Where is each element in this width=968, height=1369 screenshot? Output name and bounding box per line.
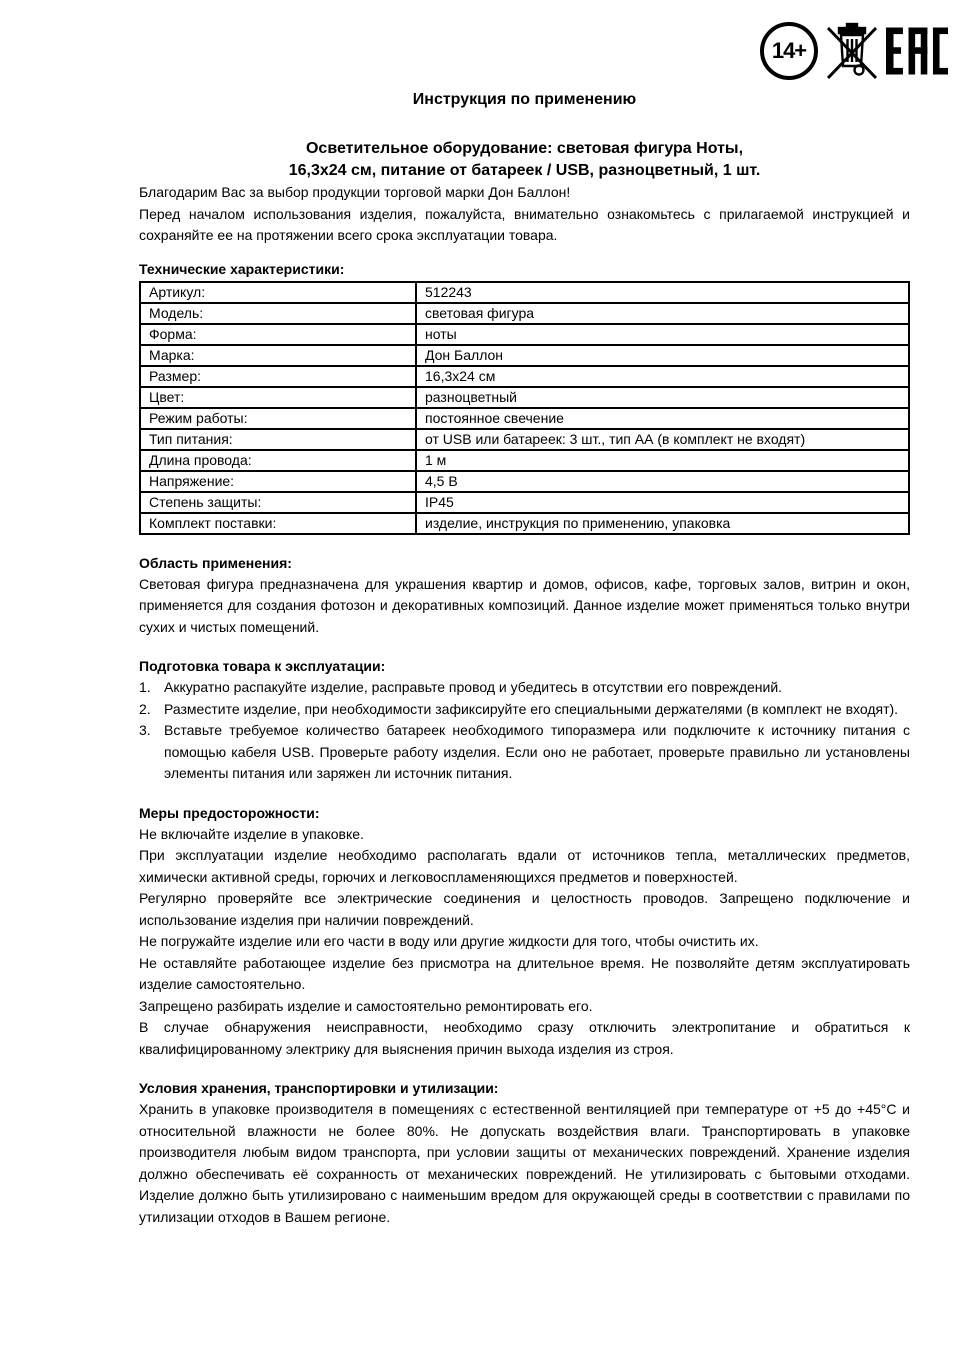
list-item — [139, 699, 910, 721]
spec-value: 16,3х24 см — [416, 366, 909, 387]
precaution-paragraph: Не погружайте изделие или его части в воду или другие жидкости для того, чтобы очистить их. — [139, 933, 759, 949]
spec-value: IP45 — [416, 492, 909, 513]
spec-label: Комплект поставки: — [140, 513, 416, 534]
preparation-heading: Подготовка товара к эксплуатации: — [139, 658, 386, 674]
application-heading: Область применения: — [139, 554, 292, 571]
list-item-text: Вставьте требуемое количество батареек необходимого типоразмера или подключите к источнику питания с помощью кабеля USB. Проверьте работу изделия. Если оно не работает, проверьте правильно ли установлены элементы питания или заряжен ли источник питания. — [164, 722, 910, 781]
list-item-number: 3. — [139, 722, 151, 738]
spec-label: Размер: — [140, 366, 416, 387]
application-paragraph: Световая фигура предназначена для украшения квартир и домов, офисов, кафе, торговых залов, витрин и окон, применяется для создания фотозон и декоративных композиций. Данное изделие может применяться только внутри сухих и чистых помещений. — [139, 575, 910, 635]
spec-value: изделие, инструкция по применению, упаковка — [416, 513, 909, 534]
spec-value: 1 м — [416, 450, 909, 471]
table-row — [140, 513, 909, 534]
list-item-number: 2. — [139, 700, 151, 717]
table-row — [140, 429, 909, 450]
spec-value: от USB или батареек: 3 шт., тип АА (в комплект не входят) — [416, 429, 909, 450]
spec-label: Модель: — [140, 303, 416, 324]
spec-label: Цвет: — [140, 387, 416, 408]
spec-value: световая фигура — [416, 303, 909, 324]
subtitle-line-1: Осветительное оборудование: световая фигура Ноты, — [305, 140, 744, 157]
table-row — [140, 324, 909, 345]
product-subtitle — [139, 138, 910, 182]
age-restriction-label: 14+ — [771, 38, 807, 63]
table-row — [140, 387, 909, 408]
spec-label: Степень защиты: — [140, 492, 416, 513]
table-row — [140, 366, 909, 387]
spec-label: Марка: — [140, 345, 416, 366]
list-item — [139, 677, 910, 699]
list-item — [139, 720, 910, 785]
intro-thanks-paragraph: Благодарим Вас за выбор продукции торговой марки Дон Баллон! — [139, 184, 571, 200]
list-item-number: 1. — [139, 679, 151, 695]
table-row — [140, 282, 909, 303]
precaution-paragraph: Не включайте изделие в упаковке. — [139, 825, 364, 842]
spec-label: Длина провода: — [140, 450, 416, 471]
precaution-paragraph: При эксплуатации изделие необходимо располагать вдали от источников тепла, металлических предметов, химически активной среды, горючих и легковоспламеняющихся предметов и поверхностей. — [139, 847, 910, 885]
precautions-heading: Меры предосторожности: — [139, 804, 320, 821]
precaution-paragraph: Не оставляйте работающее изделие без присмотра на длительное время. Не позволяйте детям эксплуатировать изделие самостоятельно. — [139, 954, 910, 992]
table-row — [140, 345, 909, 366]
storage-paragraph: Хранить в упаковке производителя в помещениях с естественной вентиляцией при температуре от +5 до +45°С и относительной влажности не более 80%. Не допускать воздействия влаги. Транспортировать в упаковке производителя любым видом транспорта, при условии защиты от механических повреждений. Хранение изделия должно обеспечивать её сохранность от механических повреждений. Не утилизировать с бытовыми отходами. Изделие должно быть утилизировано с наименьшим вредом для окружающей среды в соответствии с правилами по утилизации отходов в Вашем регионе. — [139, 1101, 910, 1225]
table-row — [140, 471, 909, 492]
precaution-paragraph: Регулярно проверяйте все электрические соединения и целостность проводов. Запрещено подключение и использование изделия при наличии повреждений. — [139, 890, 910, 928]
spec-value: ноты — [416, 324, 909, 345]
spec-value: разноцветный — [416, 387, 909, 408]
table-row — [140, 450, 909, 471]
table-row — [140, 303, 909, 324]
specs-table — [139, 281, 910, 535]
precaution-paragraph: В случае обнаружения неисправности, необходимо сразу отключить электропитание и обратиться к квалифицированному электрику для выяснения причин выхода изделия из строя. — [139, 1019, 910, 1057]
storage-heading: Условия хранения, транспортировки и утилизации: — [139, 1080, 499, 1096]
specs-heading: Технические характеристики: — [139, 260, 345, 277]
list-item-text: Разместите изделие, при необходимости зафиксируйте его специальными держателями (в комплект не входят). — [164, 700, 899, 717]
intro-read-instruction-paragraph: Перед началом использования изделия, пожалуйста, внимательно ознакомьтесь с прилагаемой инструкцией и сохраняйте ее на протяжении всего срока эксплуатации товара. — [139, 205, 910, 243]
spec-value: 4,5 В — [416, 471, 909, 492]
page-title: Инструкция по применению — [412, 91, 637, 108]
spec-label: Форма: — [140, 324, 416, 345]
subtitle-line-2: 16,3х24 см, питание от батареек / USB, разноцветный, 1 шт. — [288, 162, 761, 179]
preparation-list — [139, 677, 910, 785]
spec-label: Режим работы: — [140, 408, 416, 429]
precaution-paragraph: Запрещено разбирать изделие и самостоятельно ремонтировать его. — [139, 997, 593, 1014]
spec-label: Артикул: — [140, 282, 416, 303]
spec-label: Тип питания: — [140, 429, 416, 450]
list-item-text: Аккуратно распакуйте изделие, расправьте провод и убедитесь в отсутствии его повреждений. — [164, 679, 783, 695]
table-row — [140, 408, 909, 429]
spec-value: Дон Баллон — [416, 345, 909, 366]
spec-value: постоянное свечение — [416, 408, 909, 429]
spec-label: Напряжение: — [140, 471, 416, 492]
spec-value: 512243 — [416, 282, 909, 303]
document-page — [139, 0, 910, 1228]
table-row — [140, 492, 909, 513]
